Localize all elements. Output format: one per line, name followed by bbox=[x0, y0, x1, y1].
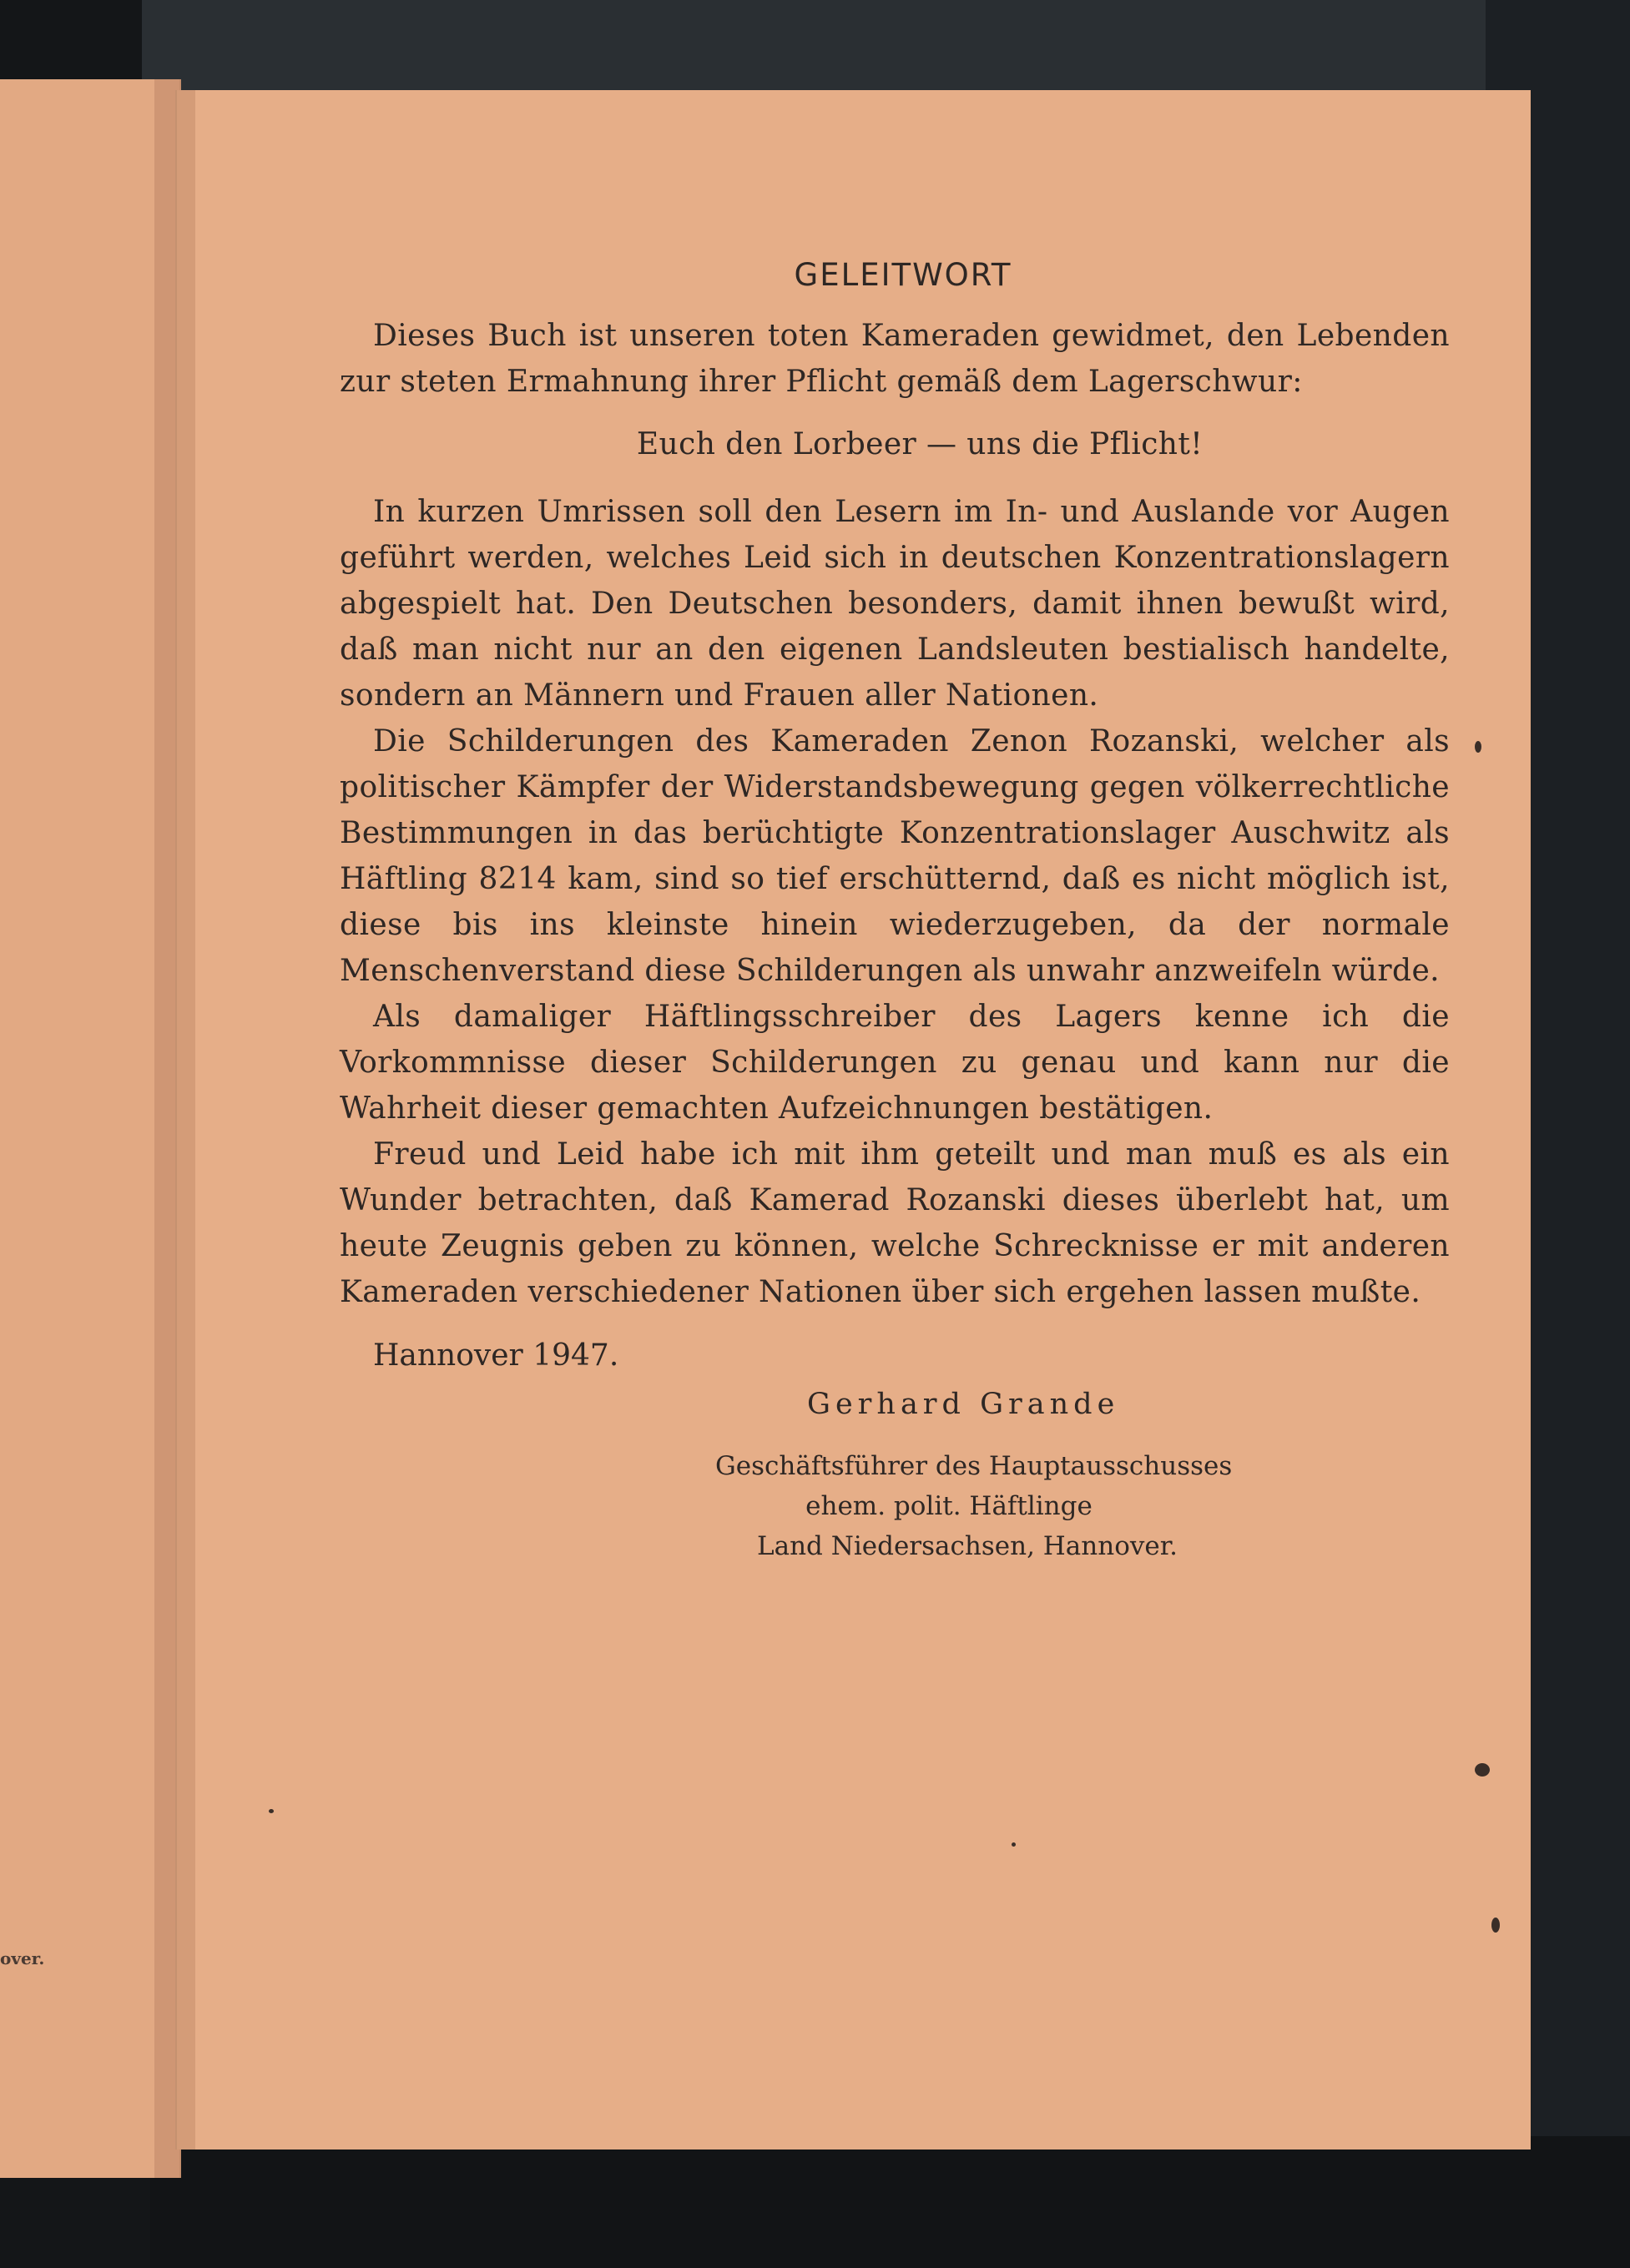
paper-speck bbox=[1012, 1842, 1016, 1847]
signature-role bbox=[715, 1446, 1299, 1566]
left-page bbox=[0, 79, 181, 2178]
right-page bbox=[175, 90, 1531, 2150]
page-content bbox=[340, 257, 1450, 1580]
paper-speck bbox=[1475, 741, 1481, 753]
signature-name: Gerhard Grande bbox=[807, 1388, 1120, 1421]
paragraph-purpose: In kurzen Umrissen soll den Lesern im In- und Auslande vor Augen geführt werden, welches Leid sich in deutschen Konzentrationslagern abgespielt hat. Den Deutschen besonders, damit ihnen bewußt wird, daß man nicht nur an den eigenen Landsleuten bestialisch handelte, sondern an Männern und Frauen aller Nationen. bbox=[340, 495, 1450, 713]
motto: Euch den Lorbeer — uns die Pflicht! bbox=[636, 427, 1204, 461]
signature-role-line1: Geschäftsführer des Hauptausschusses bbox=[715, 1451, 1233, 1481]
book-cover-top-edge bbox=[142, 0, 1630, 100]
book-cover-bottom-edge bbox=[150, 2136, 1630, 2268]
paper-speck bbox=[269, 1809, 274, 1813]
dedication-paragraph: Dieses Buch ist unseren toten Kameraden gewidmet, den Lebenden zur steten Ermahnung ihrer Pflicht gemäß dem Lagerschwur: bbox=[340, 319, 1450, 399]
place-date: Hannover 1947. bbox=[373, 1338, 619, 1373]
paper-speck bbox=[1491, 1918, 1500, 1933]
paragraph-freud-und-leid: Freud und Leid habe ich mit ihm geteilt und man muß es als ein Wunder betrachten, daß Kamerad Rozanski dieses überlebt hat, um heute Zeugnis geben zu können, welche Schrecknisse er mit anderen Kameraden verschiedener Nationen über sich ergehen lassen mußte. bbox=[340, 1137, 1450, 1309]
page-title: GELEITWORT bbox=[794, 257, 1012, 293]
left-page-margin-fragment: over. bbox=[0, 1948, 45, 1968]
signature-role-line3: Land Niedersachsen, Hannover. bbox=[757, 1531, 1178, 1561]
paragraph-haeftlingsschreiber: Als damaliger Häftlingsschreiber des Lagers kenne ich die Vorkommnisse dieser Schilderungen zu genau und kann nur die Wahrheit dieser gemachten Aufzeichnungen bestätigen. bbox=[340, 1000, 1450, 1126]
signature-role-line2: ehem. polit. Häftlinge bbox=[805, 1491, 1093, 1521]
paper-speck bbox=[1475, 1763, 1490, 1777]
signature-block bbox=[340, 1388, 1450, 1580]
page-gutter-shade bbox=[177, 90, 195, 2150]
paragraph-schilderungen: Die Schilderungen des Kameraden Zenon Rozanski, welcher als politischer Kämpfer der Widerstandsbewegung gegen völkerrechtliche Bestimmungen in das berüchtigte Konzentrationslager Auschwitz als Häftling 8214 kam, sind so tief erschütternd, daß es nicht möglich ist, diese bis ins kleinste hinein wiederzugeben, da der normale Menschenverstand diese Schilderungen als unwahr anzweifeln würde. bbox=[340, 724, 1450, 988]
